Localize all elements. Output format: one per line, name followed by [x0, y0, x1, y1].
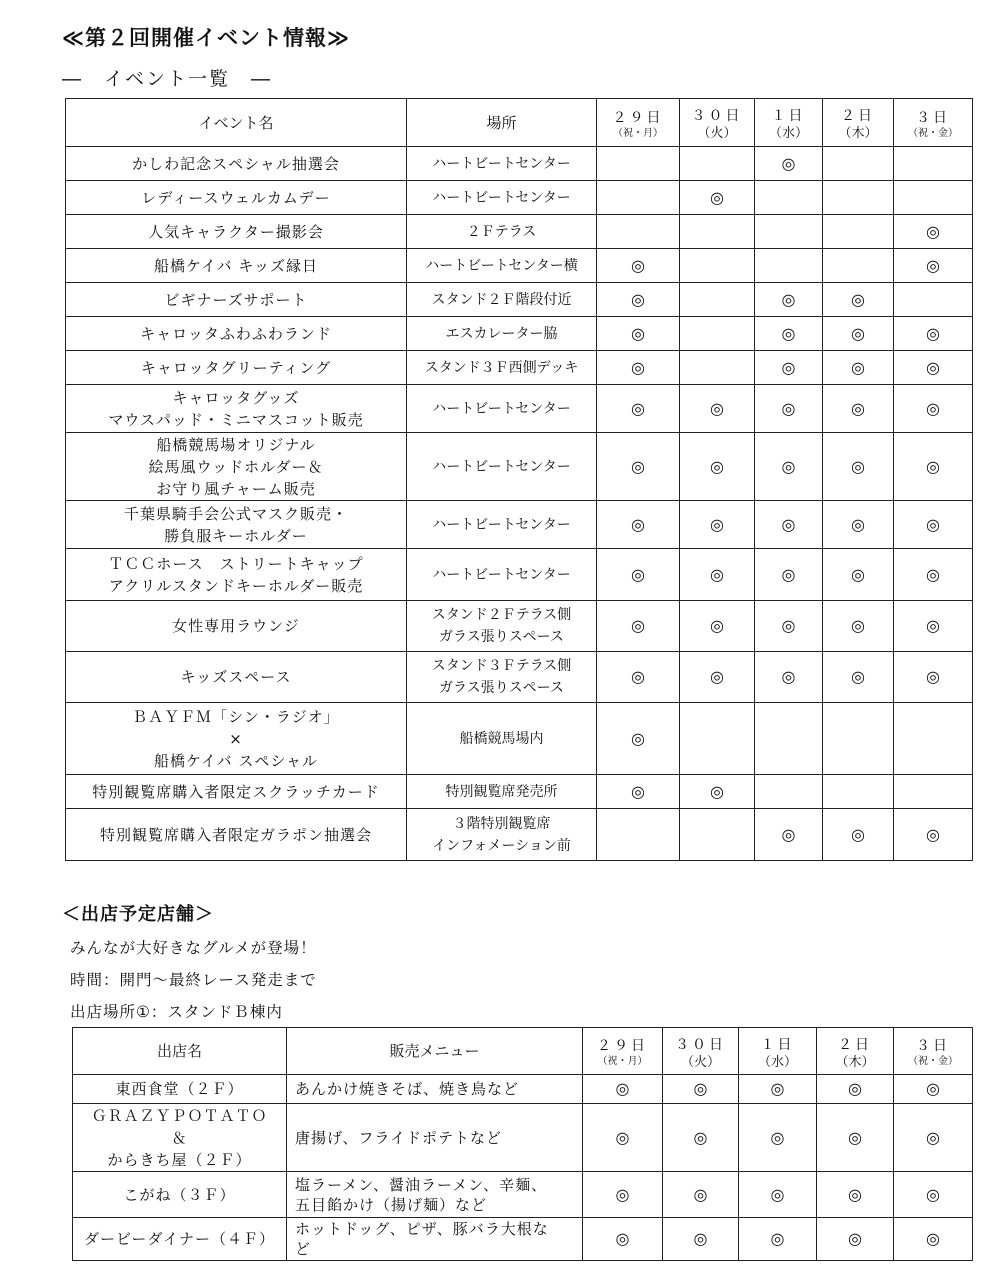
day-mark-cell: ◎ [894, 1218, 973, 1261]
day-mark-cell: ◎ [680, 181, 755, 215]
cell-line: マウスパッド・ミニマスコット販売 [108, 410, 364, 429]
event-name-cell [66, 283, 407, 317]
cell-line: 千葉県騎手会公式マスク販売・ [123, 504, 348, 523]
day-mark-cell: ◎ [823, 601, 894, 652]
cell-line: お守り風チャーム販売 [156, 479, 316, 498]
day-mark-cell: ◎ [755, 385, 823, 433]
event-name-cell [66, 809, 407, 861]
day-mark-cell: ◎ [739, 1218, 817, 1261]
event-place-cell [407, 283, 597, 317]
event-row [66, 385, 973, 433]
day-mark-cell: ◎ [663, 1104, 739, 1172]
day-mark-cell [680, 249, 755, 283]
event-name-cell [66, 317, 407, 351]
cell-line: 女性専用ラウンジ [172, 617, 300, 635]
cell-line: ダービーダイナー（４Ｆ） [83, 1230, 276, 1248]
day-mark-cell: ◎ [894, 501, 973, 549]
day-mark-cell: ◎ [755, 433, 823, 501]
shops-location: 出店場所①：スタンドＢ棟内 [70, 1003, 283, 1021]
header-day [663, 1028, 739, 1075]
shop-name-cell [73, 1104, 287, 1172]
day-mark-cell: ◎ [894, 652, 973, 703]
day-mark-cell: ◎ [894, 351, 973, 385]
cell-line: スタンド２Ｆテラス側 [431, 607, 572, 623]
day-mark-cell: ◎ [597, 433, 680, 501]
day-mark-cell: ◎ [583, 1218, 663, 1261]
cell-line: 船橋ケイバ キッズ縁日 [153, 256, 319, 275]
header-day [817, 1028, 894, 1075]
day-mark-cell [680, 351, 755, 385]
day-mark-cell: ◎ [597, 249, 680, 283]
day-mark-cell: ◎ [583, 1075, 663, 1104]
header-day [823, 99, 894, 147]
day-mark-cell [823, 181, 894, 215]
header-event-name: イベント名 [66, 99, 407, 147]
cell-line: キャロッタふわふわランド [140, 324, 332, 343]
day-mark-cell: ◎ [894, 317, 973, 351]
day-mark-cell: ◎ [817, 1172, 894, 1218]
event-name-cell [66, 181, 407, 215]
event-place-cell [407, 215, 597, 249]
day-mark-cell: ◎ [823, 501, 894, 549]
weekday-label: （祝・金） [908, 127, 958, 139]
cell-line: 塩ラーメン、醤油ラーメン、辛麺、 [295, 1175, 548, 1194]
event-place-cell [407, 549, 597, 601]
day-mark-cell [597, 147, 680, 181]
weekday-label: （水） [768, 126, 808, 141]
event-name-cell [66, 549, 407, 601]
day-mark-cell: ◎ [894, 1075, 973, 1104]
event-name-cell [66, 501, 407, 549]
day-mark-cell: ◎ [755, 809, 823, 861]
cell-line: スタンド３Ｆ西側デッキ [424, 359, 579, 376]
cell-line: アクリルスタンドキーホルダー販売 [108, 576, 364, 595]
cell-line: あんかけ焼きそば、焼き鳥など [295, 1080, 520, 1098]
event-place-cell [407, 652, 597, 703]
header-menu: 販売メニュー [287, 1028, 583, 1075]
event-row [66, 147, 973, 181]
day-mark-cell: ◎ [597, 775, 680, 809]
day-mark-cell [755, 181, 823, 215]
cell-line: ＧＲＡＺＹＰＯＴＡＴＯ [91, 1106, 268, 1125]
header-day [583, 1028, 663, 1075]
day-mark-cell: ◎ [597, 351, 680, 385]
day-mark-cell: ◎ [597, 385, 680, 433]
day-mark-cell: ◎ [680, 652, 755, 703]
event-name-cell [66, 775, 407, 809]
day-mark-cell: ◎ [583, 1104, 663, 1172]
event-name-cell [66, 249, 407, 283]
day-mark-cell [755, 703, 823, 775]
header-day [894, 1028, 973, 1075]
day-mark-cell: ◎ [597, 703, 680, 775]
day-mark-cell: ◎ [680, 775, 755, 809]
day-mark-cell: ◎ [663, 1075, 739, 1104]
day-mark-cell: ◎ [817, 1218, 894, 1261]
cell-line: ＴＣＣホース ストリートキャップ [108, 554, 364, 573]
day-mark-cell: ◎ [597, 601, 680, 652]
day-mark-cell [894, 775, 973, 809]
event-row [66, 703, 973, 775]
day-label: １日 [760, 1036, 795, 1053]
day-mark-cell: ◎ [894, 249, 973, 283]
day-mark-cell: ◎ [755, 549, 823, 601]
day-mark-cell: ◎ [755, 351, 823, 385]
cell-line: ３階特別観覧席 [452, 815, 551, 832]
day-mark-cell [755, 215, 823, 249]
event-name-cell [66, 147, 407, 181]
event-row [66, 317, 973, 351]
page-title: ≪第２回開催イベント情報≫ [62, 26, 350, 50]
day-mark-cell: ◎ [597, 501, 680, 549]
shops-table-body [73, 1075, 973, 1261]
day-label: ３０日 [675, 1036, 726, 1053]
day-mark-cell: ◎ [680, 433, 755, 501]
event-row [66, 351, 973, 385]
cell-line: 船橋競馬場内 [459, 730, 544, 747]
day-mark-cell [894, 703, 973, 775]
day-mark-cell [823, 775, 894, 809]
cell-line: からきち屋（２Ｆ） [107, 1150, 252, 1169]
cell-line: 特別観覧席発売所 [445, 783, 558, 800]
cell-line: ガラス張りスペース [439, 629, 564, 645]
day-mark-cell: ◎ [823, 549, 894, 601]
event-name-cell [66, 703, 407, 775]
day-mark-cell [894, 181, 973, 215]
cell-line: 特別観覧席購入者限定ガラポン抽選会 [99, 825, 372, 844]
cell-line: ハートビートセンター [432, 458, 571, 475]
shops-hours: 時間：開門～最終レース発走まで [70, 971, 317, 989]
day-mark-cell: ◎ [739, 1172, 817, 1218]
header-day [739, 1028, 817, 1075]
event-name-cell [66, 652, 407, 703]
shops-table [72, 1027, 973, 1261]
event-row [66, 249, 973, 283]
header-day [597, 99, 680, 147]
weekday-label: （祝・金） [908, 1056, 958, 1067]
day-mark-cell: ◎ [894, 549, 973, 601]
cell-line: 特別観覧席購入者限定スクラッチカード [92, 782, 380, 801]
day-mark-cell [755, 775, 823, 809]
shop-menu-cell [287, 1104, 583, 1172]
event-place-cell [407, 249, 597, 283]
header-day [680, 99, 755, 147]
weekday-label: （水） [757, 1054, 797, 1070]
event-place-cell [407, 433, 597, 501]
event-row [66, 215, 973, 249]
day-mark-cell: ◎ [597, 283, 680, 317]
day-label: ３日 [916, 1038, 950, 1054]
cell-line: ホットドッグ、ピザ、豚バラ大根な [295, 1220, 549, 1238]
day-mark-cell: ◎ [823, 809, 894, 861]
day-mark-cell: ◎ [894, 809, 973, 861]
day-mark-cell: ◎ [755, 652, 823, 703]
cell-line: ハートビートセンター [432, 155, 571, 172]
cell-line: スタンド２Ｆ階段付近 [431, 291, 572, 308]
cell-line: 絵馬風ウッドホルダー＆ [148, 457, 324, 476]
cell-line: ハートビートセンター [432, 400, 571, 417]
cell-line: ど [295, 1240, 312, 1258]
cell-line: キッズスペース [180, 668, 292, 686]
shop-menu-cell [287, 1075, 583, 1104]
day-label: ２日 [841, 108, 875, 124]
shop-name-cell [73, 1218, 287, 1261]
day-mark-cell [680, 317, 755, 351]
day-mark-cell: ◎ [739, 1075, 817, 1104]
event-row [66, 283, 973, 317]
cell-line: ハートビートセンター [432, 516, 571, 533]
event-table [65, 98, 973, 861]
day-mark-cell: ◎ [680, 601, 755, 652]
shop-row [73, 1218, 973, 1261]
day-mark-cell: ◎ [680, 549, 755, 601]
day-label: ３０日 [691, 108, 743, 124]
weekday-label: （木） [835, 1054, 875, 1070]
day-mark-cell [823, 703, 894, 775]
day-mark-cell [680, 703, 755, 775]
weekday-label: （火） [697, 126, 737, 141]
event-place-cell [407, 351, 597, 385]
header-place: 場所 [407, 99, 597, 147]
day-mark-cell [597, 181, 680, 215]
weekday-label: （木） [838, 126, 878, 141]
day-mark-cell [823, 147, 894, 181]
header-shop-name: 出店名 [73, 1028, 287, 1075]
weekday-label: （祝・月） [597, 1056, 648, 1067]
day-mark-cell: ◎ [894, 601, 973, 652]
day-mark-cell: ◎ [823, 283, 894, 317]
day-mark-cell: ◎ [755, 601, 823, 652]
shops-intro: みんなが大好きなグルメが登場！ [70, 939, 317, 957]
header-day [894, 99, 973, 147]
cell-line: 唐揚げ、フライドポテトなど [295, 1128, 502, 1147]
day-mark-cell: ◎ [817, 1104, 894, 1172]
cell-line: 五目餡かけ（揚げ麺）など [295, 1195, 488, 1214]
cell-line: ガラス張りスペース [439, 680, 564, 696]
day-mark-cell: ◎ [823, 652, 894, 703]
day-mark-cell [680, 215, 755, 249]
shop-name-cell [73, 1172, 287, 1218]
event-place-cell [407, 501, 597, 549]
day-label: ３日 [916, 109, 950, 126]
cell-line: レディースウェルカムデー [141, 188, 331, 207]
cell-line: ２Ｆテラス [466, 223, 537, 240]
shop-row [73, 1075, 973, 1104]
cell-line: 東西食堂（２Ｆ） [115, 1080, 244, 1098]
day-mark-cell: ◎ [894, 385, 973, 433]
event-row [66, 181, 973, 215]
cell-line: スタンド３Ｆテラス側 [431, 658, 572, 674]
event-row [66, 809, 973, 861]
day-mark-cell [680, 809, 755, 861]
day-mark-cell: ◎ [823, 351, 894, 385]
header-day [755, 99, 823, 147]
event-row [66, 433, 973, 501]
day-mark-cell: ◎ [663, 1218, 739, 1261]
event-table-header [66, 99, 973, 147]
cell-line: エスカレーター脇 [445, 325, 558, 342]
event-name-cell [66, 601, 407, 652]
event-row [66, 775, 973, 809]
event-place-cell [407, 703, 597, 775]
shop-name-cell [73, 1075, 287, 1104]
day-mark-cell: ◎ [597, 549, 680, 601]
event-name-cell [66, 433, 407, 501]
day-mark-cell [680, 147, 755, 181]
cell-line: ハートビートセンター [432, 566, 571, 583]
cell-line: 人気キャラクター撮影会 [148, 222, 324, 241]
day-mark-cell: ◎ [663, 1172, 739, 1218]
day-mark-cell [597, 215, 680, 249]
day-label: ２９日 [597, 1038, 648, 1054]
shop-row [73, 1172, 973, 1218]
shops-heading: ＜出店予定店舗＞ [62, 904, 214, 925]
event-row [66, 501, 973, 549]
shop-menu-cell [287, 1218, 583, 1261]
event-row [66, 652, 973, 703]
day-mark-cell [823, 249, 894, 283]
cell-line: 船橋競馬場オリジナル [156, 435, 316, 454]
day-mark-cell: ◎ [755, 147, 823, 181]
event-table-body [66, 147, 973, 861]
event-row [66, 601, 973, 652]
cell-line: ＢＡＹＦＭ「シン・ラジオ」 [132, 707, 340, 726]
cell-line: × [229, 729, 243, 748]
day-mark-cell: ◎ [680, 501, 755, 549]
day-mark-cell [597, 809, 680, 861]
day-mark-cell: ◎ [597, 652, 680, 703]
event-row [66, 549, 973, 601]
event-place-cell [407, 317, 597, 351]
event-place-cell [407, 775, 597, 809]
day-mark-cell: ◎ [755, 501, 823, 549]
event-place-cell [407, 601, 597, 652]
day-label: １日 [771, 108, 806, 124]
cell-line: ハートビートセンター横 [425, 257, 578, 274]
day-mark-cell: ◎ [894, 215, 973, 249]
day-mark-cell: ◎ [755, 283, 823, 317]
day-mark-cell: ◎ [597, 317, 680, 351]
cell-line: ハートビートセンター [432, 189, 571, 206]
event-place-cell [407, 385, 597, 433]
day-mark-cell: ◎ [680, 385, 755, 433]
day-mark-cell: ◎ [817, 1075, 894, 1104]
day-mark-cell: ◎ [894, 1172, 973, 1218]
day-mark-cell: ◎ [583, 1172, 663, 1218]
cell-line: ＆ [171, 1128, 188, 1147]
day-label: ２９日 [612, 109, 664, 126]
day-mark-cell: ◎ [894, 1104, 973, 1172]
day-mark-cell: ◎ [894, 433, 973, 501]
day-mark-cell: ◎ [823, 433, 894, 501]
day-mark-cell [680, 283, 755, 317]
day-mark-cell [823, 215, 894, 249]
day-mark-cell [894, 283, 973, 317]
day-mark-cell: ◎ [739, 1104, 817, 1172]
cell-line: 勝負服キーホルダー [164, 526, 308, 545]
day-label: ２日 [838, 1036, 872, 1053]
day-mark-cell: ◎ [755, 317, 823, 351]
weekday-label: （祝・月） [613, 127, 663, 139]
event-place-cell [407, 809, 597, 861]
event-name-cell [66, 385, 407, 433]
event-place-cell [407, 181, 597, 215]
cell-line: ビギナーズサポート [164, 290, 308, 309]
cell-line: かしわ記念スペシャル抽選会 [132, 154, 340, 173]
day-mark-cell: ◎ [823, 317, 894, 351]
day-mark-cell: ◎ [823, 385, 894, 433]
cell-line: インフォメーション前 [432, 837, 571, 854]
section-subtitle: ― イベント一覧 ― [62, 68, 273, 90]
shop-menu-cell [287, 1172, 583, 1218]
event-name-cell [66, 215, 407, 249]
cell-line: 船橋ケイバ スペシャル [153, 751, 319, 770]
cell-line: キャロッタグッズ [172, 388, 300, 407]
day-mark-cell [755, 249, 823, 283]
shops-table-header [73, 1028, 973, 1075]
day-mark-cell [894, 147, 973, 181]
weekday-label: （火） [680, 1054, 720, 1070]
event-place-cell [407, 147, 597, 181]
cell-line: こがね（３Ｆ） [123, 1185, 236, 1204]
cell-line: キャロッタグリーティング [140, 358, 332, 377]
event-name-cell [66, 351, 407, 385]
shop-row [73, 1104, 973, 1172]
